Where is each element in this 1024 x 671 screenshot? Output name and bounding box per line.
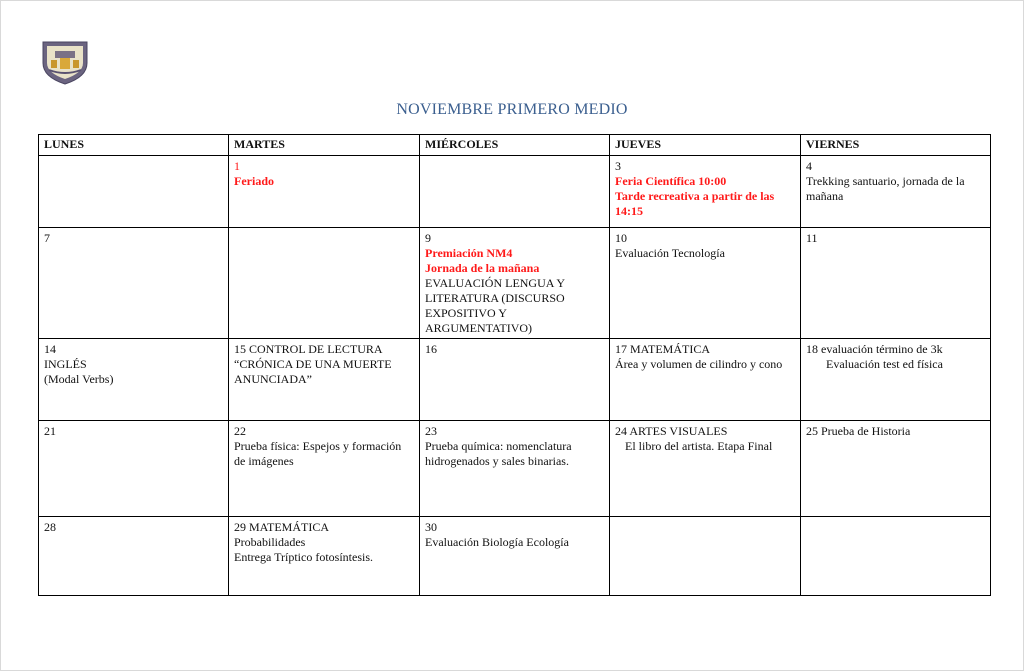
- day-cell: [420, 339, 610, 421]
- day-cell: [39, 339, 229, 421]
- day-number: 16: [425, 342, 437, 356]
- weekday-header-row: [39, 135, 991, 156]
- event-text: Prueba química: nomenclatura hidrogenados y sales binarias.: [425, 439, 572, 468]
- event-text: ARTES VISUALES: [629, 424, 728, 438]
- day-cell: [801, 517, 991, 596]
- school-crest-logo: [40, 39, 90, 85]
- event-highlight: Tarde recreativa a partir de las 14:15: [615, 189, 775, 218]
- event-text: El libro del artista. Etapa Final: [625, 439, 773, 453]
- event-text: evaluación término de 3k: [821, 342, 943, 356]
- day-number: 14: [44, 342, 56, 356]
- day-number: 21: [44, 424, 56, 438]
- week-row-3: [39, 339, 991, 421]
- header-miercoles: MIÉRCOLES: [420, 135, 610, 156]
- event-text: Evaluación test ed física: [826, 357, 943, 371]
- week-row-2: [39, 228, 991, 339]
- day-cell: [229, 156, 420, 228]
- day-cell: [39, 156, 229, 228]
- day-cell: [801, 339, 991, 421]
- day-cell: [610, 339, 801, 421]
- day-number: 3: [615, 159, 621, 173]
- header-lunes: LUNES: [39, 135, 229, 156]
- day-cell: [39, 228, 229, 339]
- day-cell: [229, 421, 420, 517]
- event-text: Prueba de Historia: [821, 424, 911, 438]
- day-cell: [610, 228, 801, 339]
- event-highlight: Premiación NM4: [425, 246, 513, 260]
- event-text: Área y volumen de cilindro y cono: [615, 357, 783, 371]
- event-highlight: Jornada de la mañana: [425, 261, 540, 275]
- week-row-5: [39, 517, 991, 596]
- header-viernes: VIERNES: [801, 135, 991, 156]
- event-highlight: Feria Científica 10:00: [615, 174, 727, 188]
- event-text: Trekking santuario, jornada de la mañana: [806, 174, 965, 203]
- day-number: 11: [806, 231, 818, 245]
- event-text: EVALUACIÓN LENGUA Y LITERATURA (DISCURSO EXPOSITIVO Y ARGUMENTATIVO): [425, 276, 565, 335]
- day-number: 24: [615, 424, 627, 438]
- week-row-4: [39, 421, 991, 517]
- day-cell: [610, 517, 801, 596]
- day-cell: [420, 228, 610, 339]
- day-number: 15: [234, 342, 246, 356]
- day-cell: [801, 421, 991, 517]
- event-text: INGLÉS: [44, 357, 87, 371]
- day-cell: [229, 228, 420, 339]
- event-text: (Modal Verbs): [44, 372, 114, 386]
- event-text: Entrega Tríptico fotosíntesis.: [234, 550, 373, 564]
- day-cell: [801, 156, 991, 228]
- day-number: 1: [234, 159, 240, 173]
- day-cell: [801, 228, 991, 339]
- header-martes: MARTES: [229, 135, 420, 156]
- day-number: 22: [234, 424, 246, 438]
- day-number: 4: [806, 159, 812, 173]
- monthly-calendar-table: [38, 134, 991, 596]
- day-number: 18: [806, 342, 818, 356]
- day-cell: [420, 156, 610, 228]
- day-number: 9: [425, 231, 431, 245]
- event-text: MATEMÁTICA: [630, 342, 710, 356]
- day-cell: [420, 517, 610, 596]
- day-number: 30: [425, 520, 437, 534]
- day-cell: [420, 421, 610, 517]
- day-number: 7: [44, 231, 50, 245]
- event-text: Probabilidades: [234, 535, 306, 549]
- day-number: 23: [425, 424, 437, 438]
- event-text: Evaluación Tecnología: [615, 246, 725, 260]
- day-number: 29: [234, 520, 246, 534]
- day-number: 17: [615, 342, 627, 356]
- header-jueves: JUEVES: [610, 135, 801, 156]
- event-text: Prueba física: Espejos y formación de imágenes: [234, 439, 402, 468]
- event-text: MATEMÁTICA: [249, 520, 329, 534]
- day-number: 25: [806, 424, 818, 438]
- day-cell: [229, 339, 420, 421]
- day-cell: [39, 421, 229, 517]
- page-title: NOVIEMBRE PRIMERO MEDIO: [396, 101, 628, 118]
- day-cell: [610, 156, 801, 228]
- day-cell: [610, 421, 801, 517]
- day-number: 28: [44, 520, 56, 534]
- day-number: 10: [615, 231, 627, 245]
- day-cell: [39, 517, 229, 596]
- holiday-label: Feriado: [234, 174, 274, 188]
- day-cell: [229, 517, 420, 596]
- event-text: CONTROL DE LECTURA “CRÓNICA DE UNA MUERTE ANUNCIADA”: [234, 342, 392, 386]
- event-text: Evaluación Biología Ecología: [425, 535, 569, 549]
- week-row-1: [39, 156, 991, 228]
